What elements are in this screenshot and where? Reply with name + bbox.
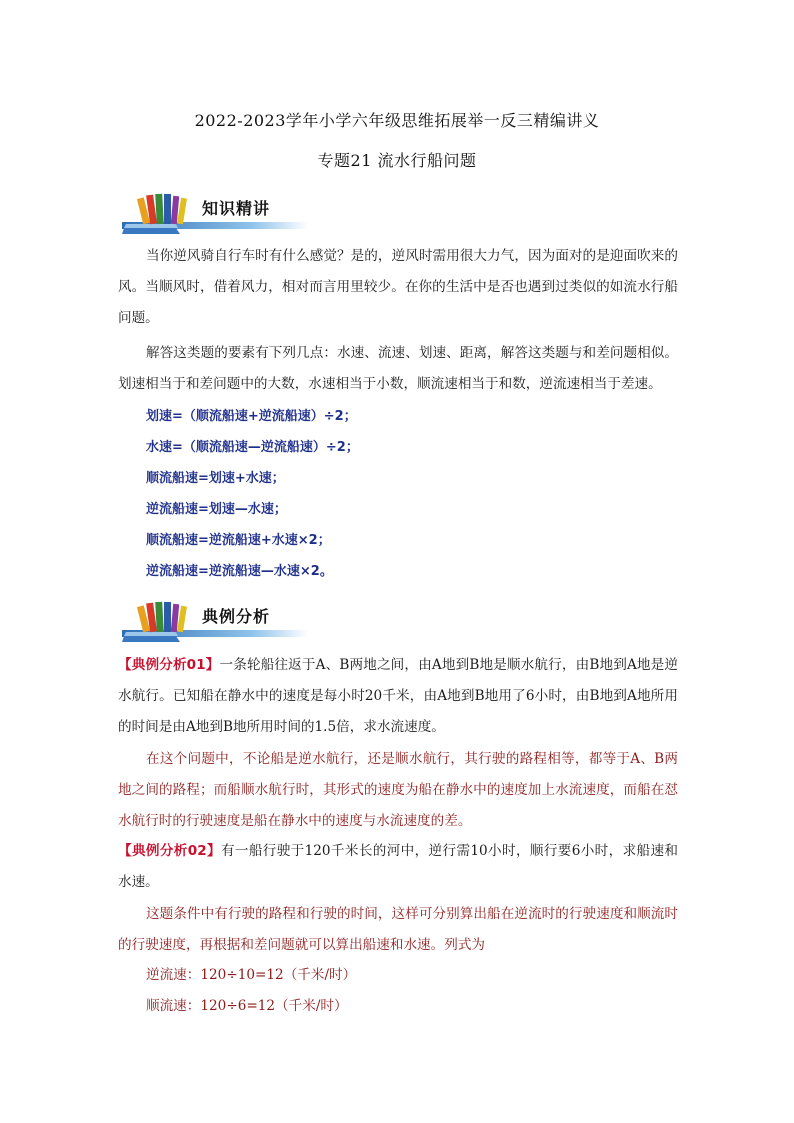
section-label: 知识精讲 [202, 199, 271, 218]
document-title: 2022-2023学年小学六年级思维拓展举一反三精编讲义 [194, 111, 600, 130]
example-2-analysis: 这题条件中有行驶的路程和行驶的时间，这样可分别算出船在逆流时的行驶速度和顺流时的行驶速度，再根据和差问题就可以算出船速和水速。列式为 [118, 906, 678, 953]
example-tag: 【典例分析01】 [118, 657, 220, 673]
example-text: 一条轮船往返于A、B两地之间，由A地到B地是顺水航行，由B地到A地是逆水航行。已知船在静水中的速度是每小时20千米，由A地到B地用了6小时，由B地到A地所用的时间是由A地到B地所用时间的1.5倍，求水流速度。 [118, 657, 678, 735]
example-1 [118, 650, 678, 743]
example-1-analysis: 在这个问题中，不论船是逆水航行，还是顺水航行，其行驶的路程相等，都等于A、B两地之间的路程；而船顺水航行时，其形式的速度为船在静水中的速度加上水流速度，而船在怼水航行时的行驶速度是船在静水中的速度与水流速度的差。 [118, 751, 678, 829]
formula-line: 逆流船速=划速—水速； [146, 502, 287, 517]
formula-line: 顺流船速=划速+水速； [146, 471, 285, 486]
formula-line: 划速=（顺流船速+逆流船速）÷2； [146, 409, 357, 424]
document-subtitle: 专题21 流水行船问题 [317, 151, 477, 170]
formula-line: 水速=（顺流船速—逆流船速）÷2； [146, 440, 359, 455]
calc-line: 逆流速：120÷10=12（千米/时） [146, 967, 357, 983]
section-header-examples [118, 596, 308, 648]
section-header-knowledge [118, 188, 308, 240]
example-2 [118, 836, 678, 898]
knowledge-paragraph-2: 解答这类题的要素有下列几点：水速、流速、划速、距离，解答这类题与和差问题相似。划速相当于和差问题中的大数，水速相当于小数，顺流速相当于和数，逆流速相当于差速。 [118, 345, 678, 392]
section-label: 典例分析 [202, 607, 271, 626]
calc-line: 顺流速：120÷6=12（千米/时） [146, 998, 348, 1014]
formula-line: 顺流船速=逆流船速+水速×2； [146, 533, 331, 548]
example-tag: 【典例分析02】 [118, 843, 221, 859]
example-text: 有一船行驶于120千米长的河中，逆行需10小时，顺行要6小时，求船速和水速。 [118, 843, 678, 890]
formula-line: 逆流船速=逆流船速—水速×2。 [146, 564, 333, 579]
knowledge-paragraph-1: 当你逆风骑自行车时有什么感觉？是的，逆风时需用很大力气，因为面对的是迎面吹来的风。当顺风时，借着风力，相对而言用里较少。在你的生活中是否也遇到过类似的如流水行船问题。 [118, 248, 678, 326]
